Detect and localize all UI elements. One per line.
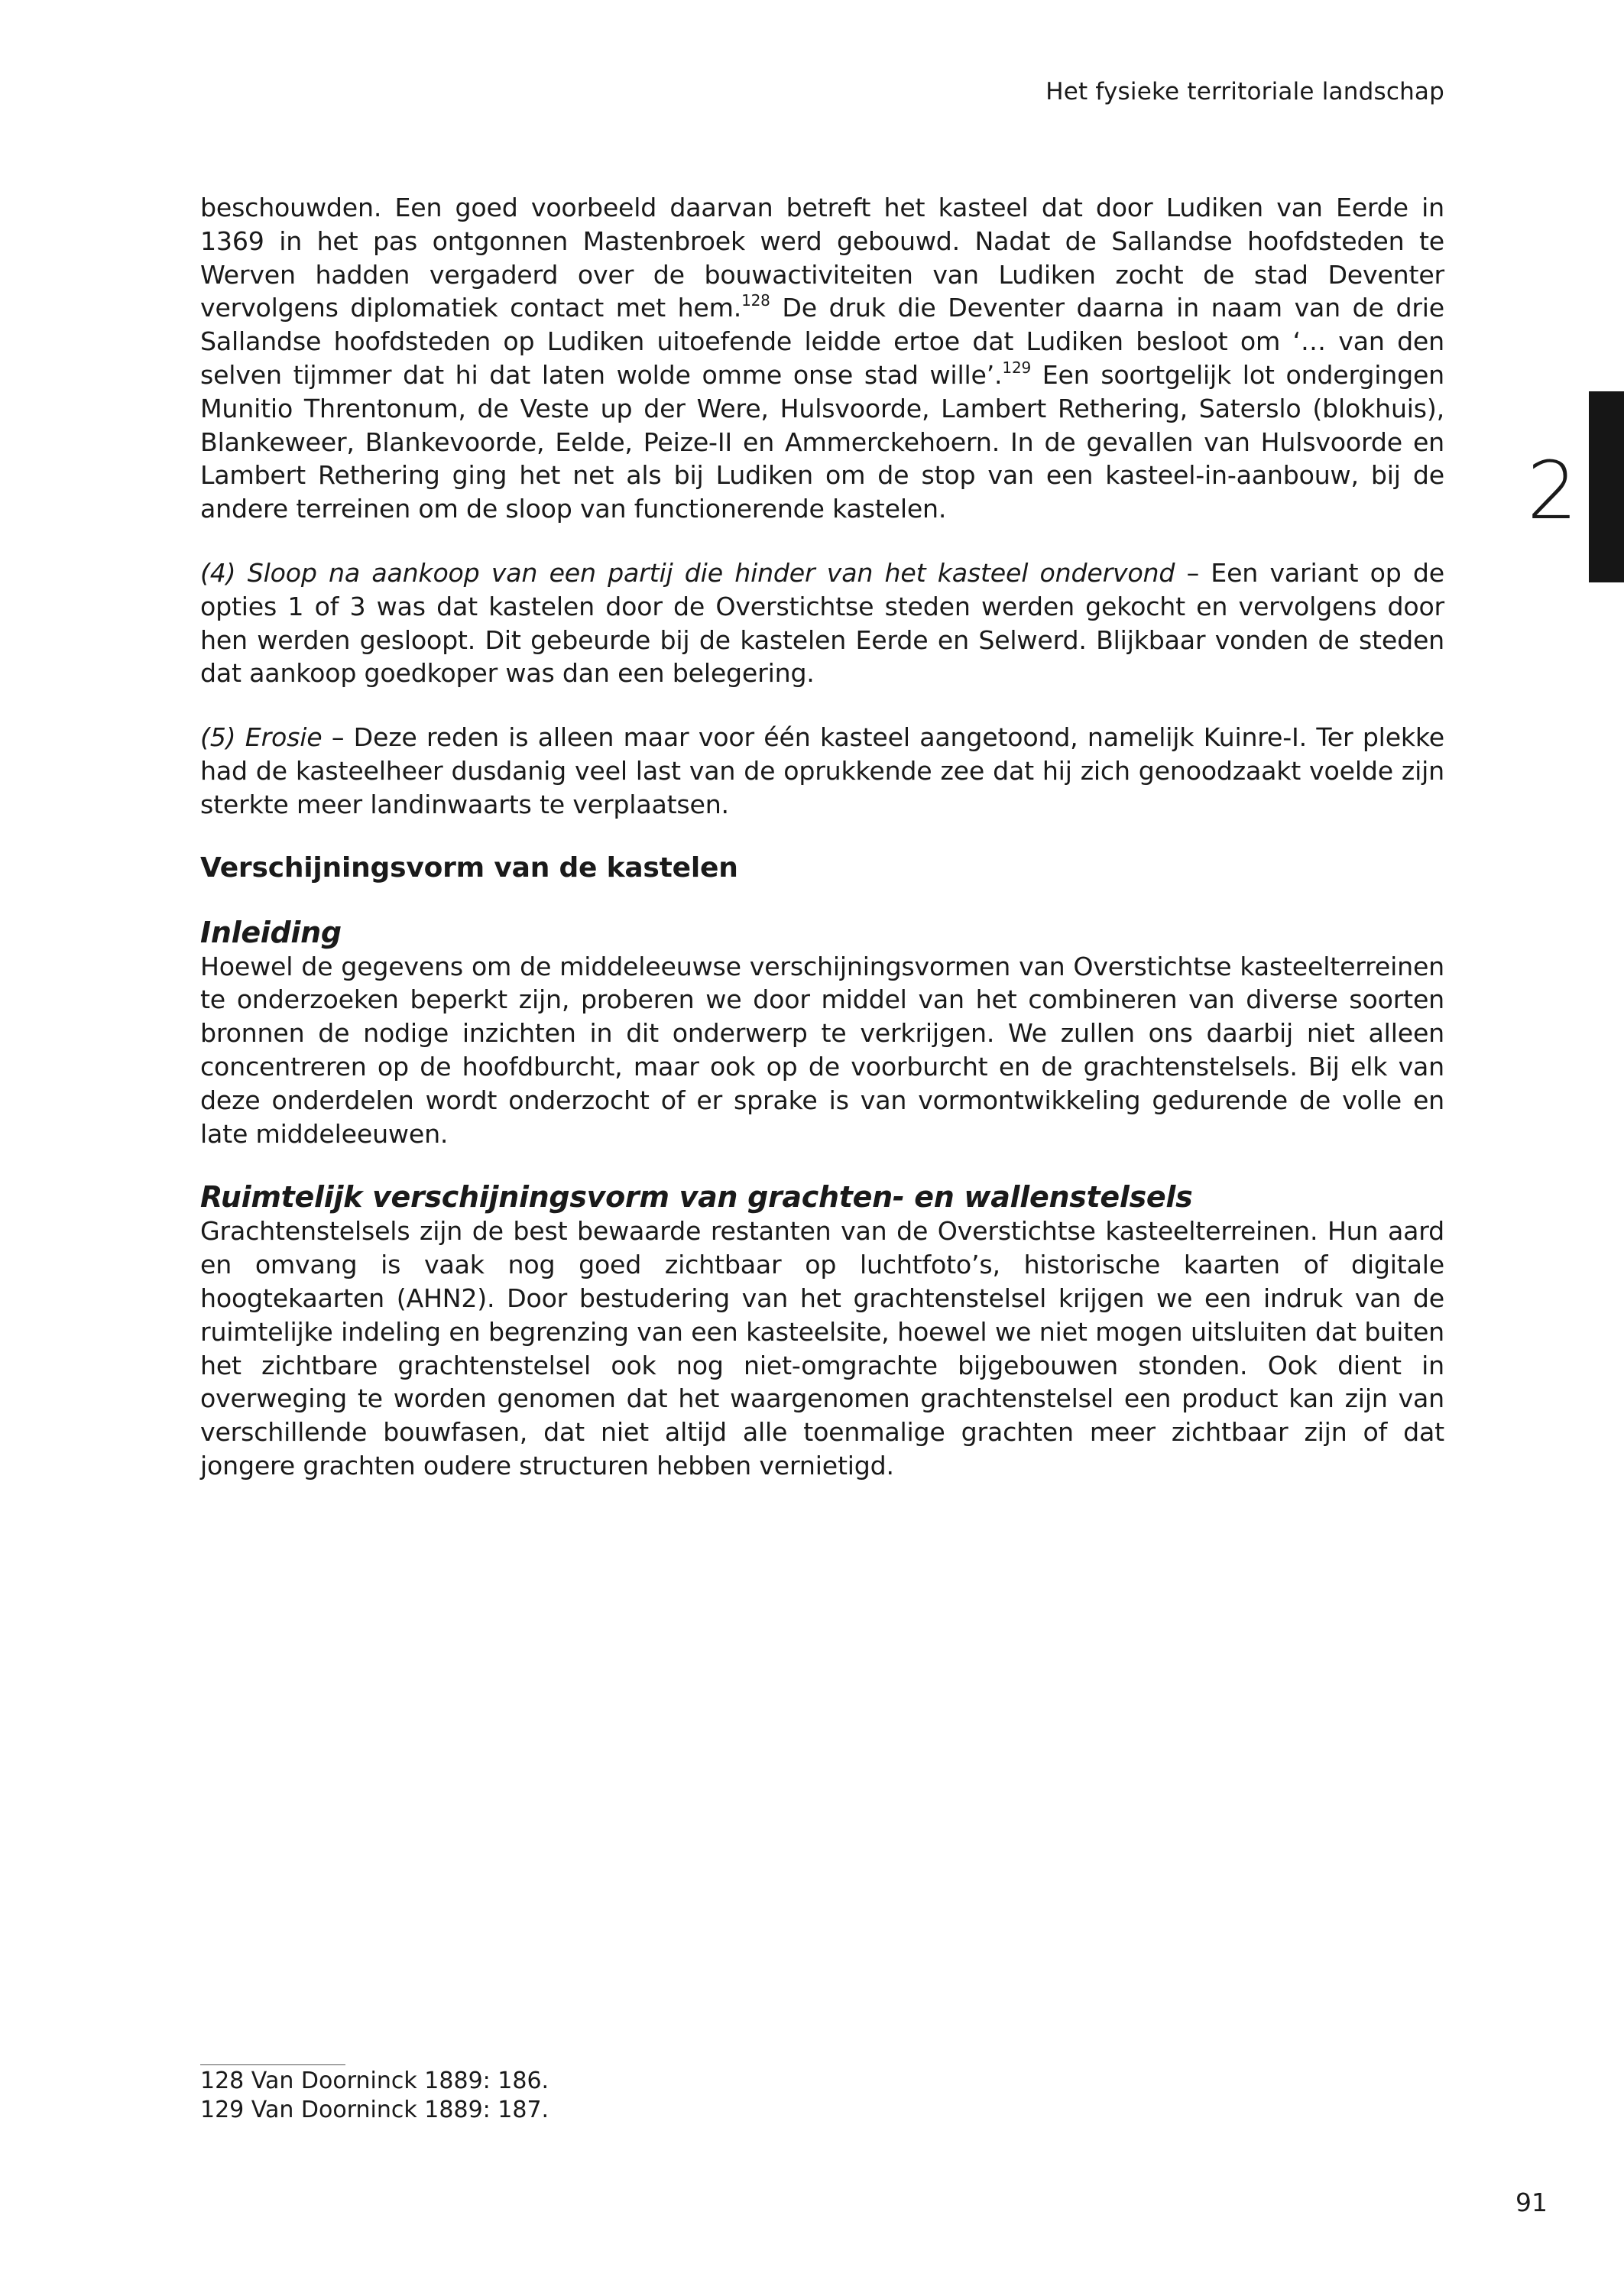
- paragraph-option-5: [200, 721, 1444, 821]
- paragraph-text: De druk die Deventer daarna in naam van de drie Sallandse hoofdsteden op Ludiken uitoefende leidde ertoe dat Ludiken besloot om ‘… van den selven tijmmer dat hi dat laten wolde omme onse stad wille’.: [200, 293, 1444, 390]
- paragraph-option-4: [200, 556, 1444, 690]
- footnotes: [200, 2067, 1117, 2125]
- footnote-divider: [200, 2064, 345, 2065]
- footnote-ref-128[interactable]: 128: [741, 291, 770, 310]
- paragraph-text: – Een variant op de opties 1 of 3 was dat kastelen door de Overstichtse steden werden gekocht en vervolgens door hen werden gesloopt. Dit gebeurde bij de kastelen Eerde en Selwerd. Blijkbaar vonden de steden dat aankoop goedkoper was dan een belegering.: [200, 557, 1444, 689]
- subheading-grachten: Ruimtelijk verschijningsvorm van grachten- en wallenstelsels: [200, 1180, 1193, 1215]
- paragraph-text: beschouwden. Een goed voorbeeld daarvan betreft het kasteel dat door Ludiken van Eerde in 1369 in het pas ontgonnen Mastenbroek werd gebouwd. Nadat de Sallandse hoofdsteden te Werven hadden vergaderd over de bouwactiviteiten van Ludiken zocht de stad Deventer vervolgens diplomatiek contact met hem.: [200, 193, 1444, 323]
- paragraph-inleiding: Hoewel de gegevens om de middeleeuwse verschijningsvormen van Overstichtse kasteelterreinen te onderzoeken beperkt zijn, proberen we door middel van het combineren van diverse soorten bronnen de nodige inzichten in dit onderwerp te verkrijgen. We zullen ons daarbij niet alleen concentreren op de hoofdburcht, maar ook op de voorburcht en de grachtenstelsels. Bij elk van deze onderdelen wordt onderzocht of er sprake is van vormontwikkeling gedurende de volle en late middeleeuwen.: [200, 951, 1444, 1149]
- footnote-129: 129 Van Doorninck 1889: 187.: [200, 2097, 549, 2123]
- section-heading: Verschijningsvorm van de kastelen: [200, 851, 738, 884]
- main-text-column: [200, 191, 1444, 1483]
- paragraph-grachten: Grachtenstelsels zijn de best bewaarde restanten van de Overstichtse kasteelterreinen. Hun aard en omvang is vaak nog goed zichtbaar op luchtfoto’s, historische kaarten of digitale hoogtekaarten (AHN2). Door bestudering van het grachtenstelsel krijgen we een indruk van de ruimtelijke indeling en begrenzing van een kasteelsite, hoewel we niet mogen uitsluiten dat buiten het zichtbare grachtenstelsel ook nog niet-omgrachte bijgebouwen stonden. Ook dient in overweging te worden genomen dat het waargenomen grachtenstelsel een product kan zijn van verschillende bouwfasen, dat niet altijd alle toenmalige grachten meer zichtbaar zijn of dat jongere grachten oudere structuren hebben vernietigd.: [200, 1216, 1444, 1481]
- paragraph-text: Een soortgelijk lot ondergingen Munitio Threntonum, de Veste up der Were, Hulsvoorde, Lambert Rethering, Saterslo (blokhuis), Blankeweer, Blankevoorde, Eelde, Peize-II en Ammerckehoern. In de gevallen van Hulsvoorde en Lambert Rethering ging het net als bij Ludiken om de stop van een kasteel-in-aanbouw, bij de andere terreinen om de sloop van functionerende kastelen.: [200, 359, 1445, 524]
- option-4-lead: (4) Sloop na aankoop van een partij die hinder van het kasteel ondervond: [200, 557, 1175, 588]
- chapter-tab-marker: [1589, 391, 1624, 582]
- subheading-inleiding: Inleiding: [200, 915, 342, 949]
- paragraph-castle-demolition: [200, 191, 1444, 526]
- paragraph-text: – Deze reden is alleen maar voor één kasteel aangetoond, namelijk Kuinre-I. Ter plekke had de kasteelheer dusdanig veel last van de oprukkende zee dat hij zich genoodzaakt voelde zijn sterkte meer landinwaarts te verplaatsen.: [200, 722, 1444, 819]
- footnote-ref-129[interactable]: 129: [1002, 358, 1031, 377]
- running-header: Het fysieke territoriale landschap: [1045, 78, 1444, 105]
- option-5-lead: (5) Erosie: [200, 722, 323, 753]
- footnote-128: 128 Van Doorninck 1889: 186.: [200, 2068, 549, 2094]
- chapter-number: 2: [1527, 444, 1578, 537]
- page-number: 91: [1515, 2188, 1548, 2217]
